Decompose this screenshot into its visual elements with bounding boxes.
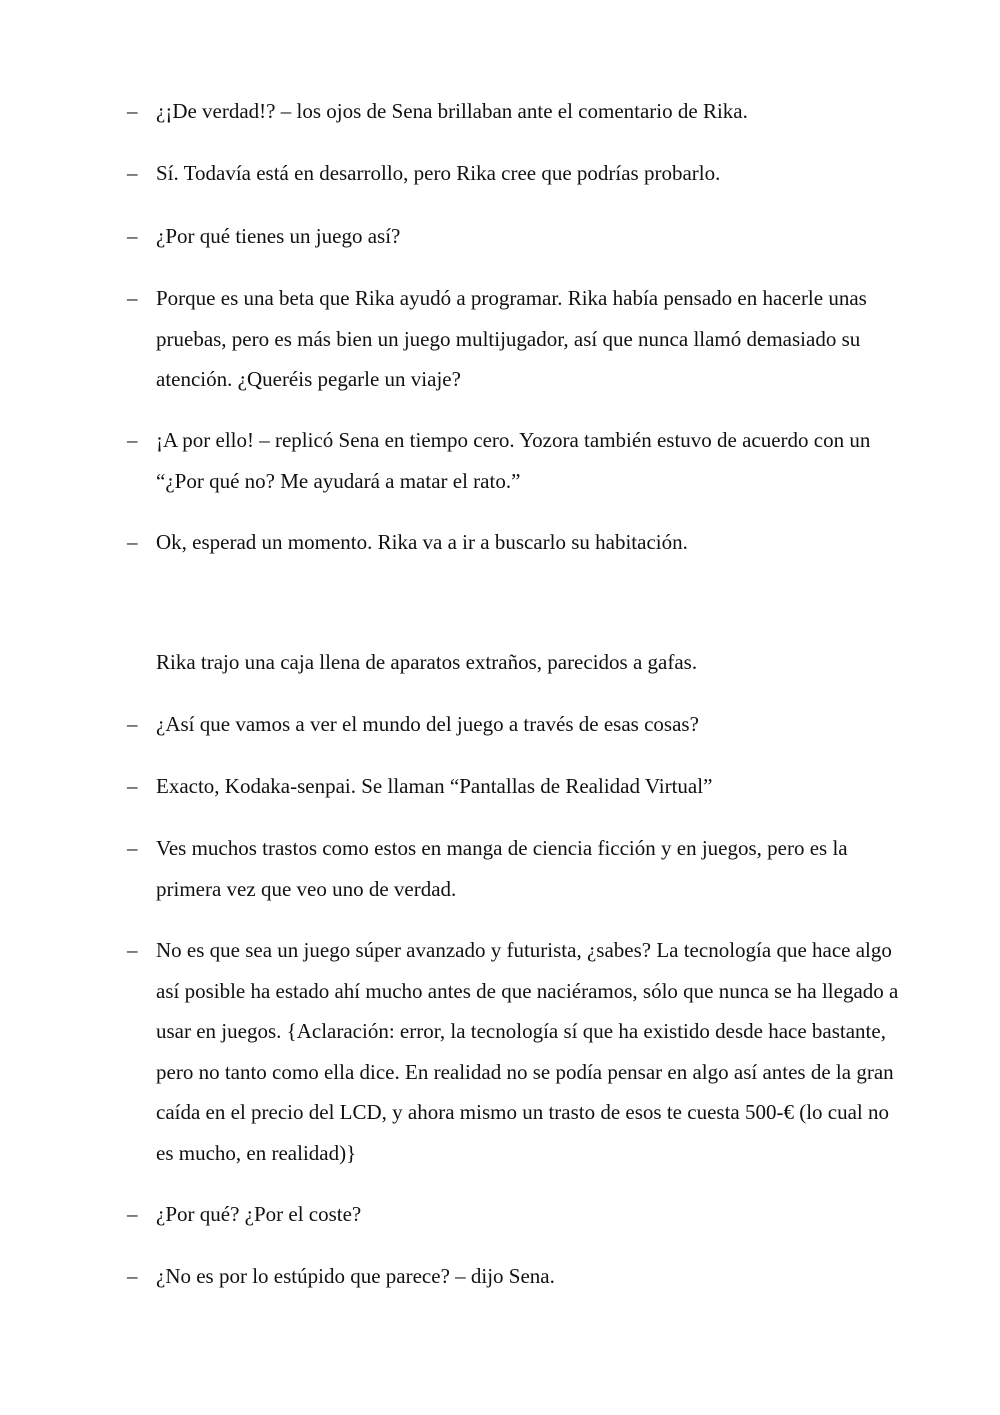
dialogue-dash: – [127, 712, 138, 736]
paragraph-text: Ves muchos trastos como estos en manga de ciencia ficción y en juegos, pero es la primera vez que veo uno de verdad. [156, 836, 848, 901]
dialogue-dash: – [127, 161, 138, 185]
paragraph-text: ¿Por qué tienes un juego así? [156, 224, 401, 248]
paragraph-text: ¿¡De verdad!? – los ojos de Sena brillaban ante el comentario de Rika. [156, 99, 748, 123]
dialogue-dash: – [127, 938, 138, 962]
dialogue-dash: – [127, 1264, 138, 1288]
dialogue-dash: – [127, 1202, 138, 1226]
dialogue-dash: – [127, 428, 138, 452]
paragraph-text: Ok, esperad un momento. Rika va a ir a buscarlo su habitación. [156, 530, 688, 554]
paragraph-text: Exacto, Kodaka-senpai. Se llaman “Pantallas de Realidad Virtual” [156, 774, 713, 798]
dialogue-dash: – [127, 774, 138, 798]
dialogue-dash: – [127, 99, 138, 123]
paragraph-text: No es que sea un juego súper avanzado y futurista, ¿sabes? La tecnología que hace algo así posible ha estado ahí mucho antes de que naciéramos, sólo que nunca se ha llegado a usar en juegos. {Aclaración: error, la tecnología sí que ha existido desde hace bastante, pero no tanto como ella dice. En realidad no se podía pensar en algo así antes de la gran caída en el precio del LCD, y ahora mismo un trasto de esos te cuesta 500-€ (lo cual no es mucho, en realidad)} [156, 938, 899, 1165]
paragraph-text: Porque es una beta que Rika ayudó a programar. Rika había pensado en hacerle unas pruebas, pero es más bien un juego multijugador, así que nunca llamó demasiado su atención. ¿Queréis pegarle un viaje? [156, 286, 867, 391]
paragraph-text: ¿No es por lo estúpido que parece? – dijo Sena. [156, 1264, 555, 1288]
paragraph-text: ¿Así que vamos a ver el mundo del juego a través de esas cosas? [156, 712, 699, 736]
dialogue-dash: – [127, 224, 138, 248]
dialogue-dash: – [127, 836, 138, 860]
paragraph-text: ¡A por ello! – replicó Sena en tiempo cero. Yozora también estuvo de acuerdo con un “¿Por qué no? Me ayudará a matar el rato.” [156, 428, 871, 493]
dialogue-dash: – [127, 286, 138, 310]
dialogue-dash: – [127, 530, 138, 554]
paragraph-text: Rika trajo una caja llena de aparatos extraños, parecidos a gafas. [156, 650, 698, 674]
paragraph-text: ¿Por qué? ¿Por el coste? [156, 1202, 362, 1226]
paragraph-text: Sí. Todavía está en desarrollo, pero Rika cree que podrías probarlo. [156, 161, 721, 185]
